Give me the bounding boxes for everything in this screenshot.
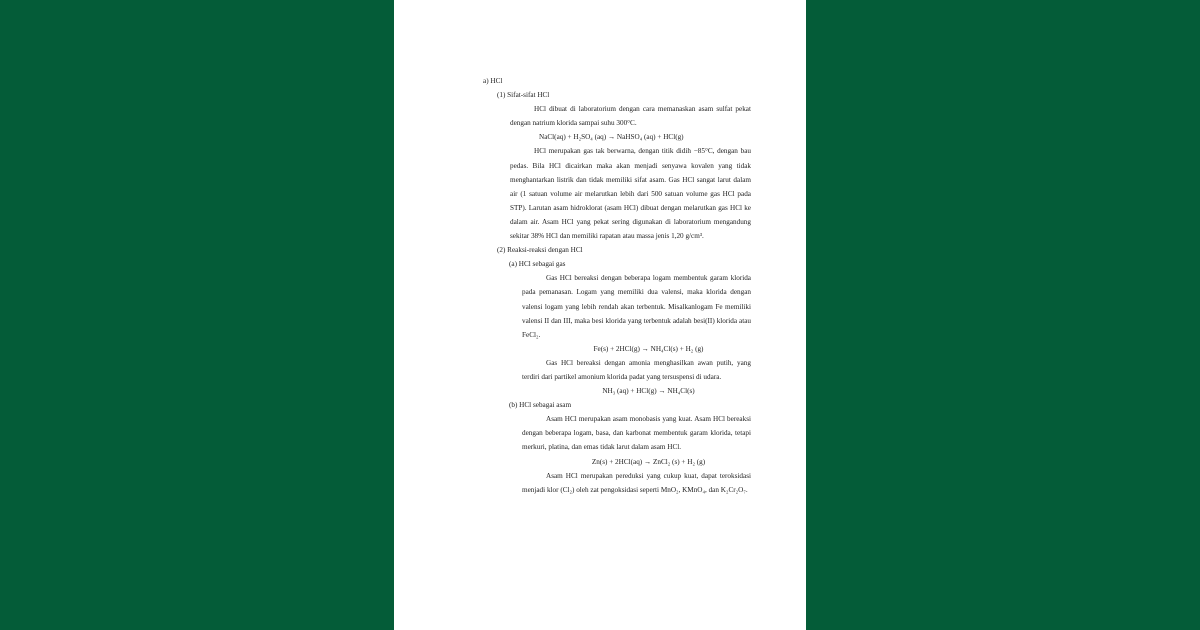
paragraph: Asam HCl merupakan pereduksi yang cukup kuat, dapat teroksidasi menjadi klor (Cl₂) oleh zat pengoksidasi seperti MnO₂, KMnO₄, dan K₂Cr₂O₇. xyxy=(522,471,751,494)
equation-4: Zn(s) + 2HCl(aq) → ZnCl₂ (s) + H₂ (g) xyxy=(591,457,706,466)
section-2a-heading: (a) HCl sebagai gas xyxy=(509,260,566,269)
document-content xyxy=(483,74,751,497)
paragraph: HCl dibuat di laboratorium dengan cara memanaskan asam sulfat pekat dengan natrium klorida sampai suhu 300°C. xyxy=(510,105,751,128)
equation-2: Fe(s) + 2HCl(g) → NH₄Cl(s) + H₂ (g) xyxy=(593,344,704,353)
paragraph: HCl merupakan gas tak berwarna, dengan titik didih −85°C, dengan bau pedas. Bila HCl dicairkan maka akan menjadi senyawa kovalen yang tidak menghantarkan listrik dan tidak memiliki sifat asam. Gas HCl sangat larut dalam air (1 satuan volume air melarutkan lebih dari 500 satuan volume gas HCl pada STP). Larutan asam hidroklorat (asam HCl) dibuat dengan melarutkan gas HCl ke dalam air. Asam HCl yang pekat sering digunakan di laboratorium mengandung sekitar 38% HCl dan memiliki rapatan atau massa jenis 1,20 g/cm³. xyxy=(510,147,751,241)
paragraph: Gas HCl bereaksi dengan amonia menghasilkan awan putih, yang terdiri dari partikel amonium klorida padat yang tersuspensi di udara. xyxy=(522,358,751,381)
section-a-heading: a) HCl xyxy=(483,77,503,85)
section-2-heading: (2) Reaksi-reaksi dengan HCl xyxy=(497,246,583,255)
paragraph: Asam HCl merupakan asam monobasis yang kuat. Asam HCl bereaksi dengan beberapa logam, basa, dan karbonat membentuk garam klorida, tetapi merkuri, platina, dan emas tidak larut dalam asam HCl. xyxy=(522,415,751,452)
equation-3: NH₃ (aq) + HCl(g) → NH₄Cl(s) xyxy=(602,387,695,396)
paragraph: Gas HCl bereaksi dengan beberapa logam membentuk garam klorida pada pemanasan. Logam yang memiliki dua valensi, maka klorida dengan valensi logam yang lebih rendah akan terbentuk. Misalkanlogam Fe memiliki valensi II dan III, maka besi klorida yang terbentuk adalah besi(II) klorida atau FeCl₂. xyxy=(522,274,751,339)
equation-1: NaCl(aq) + H₂SO₄ (aq) → NaHSO₄ (aq) + HCl(g) xyxy=(539,133,684,142)
section-1-heading: (1) Sifat-sifat HCl xyxy=(497,91,550,100)
document-page xyxy=(394,0,806,630)
section-2b-heading: (b) HCl sebagai asam xyxy=(509,401,572,410)
